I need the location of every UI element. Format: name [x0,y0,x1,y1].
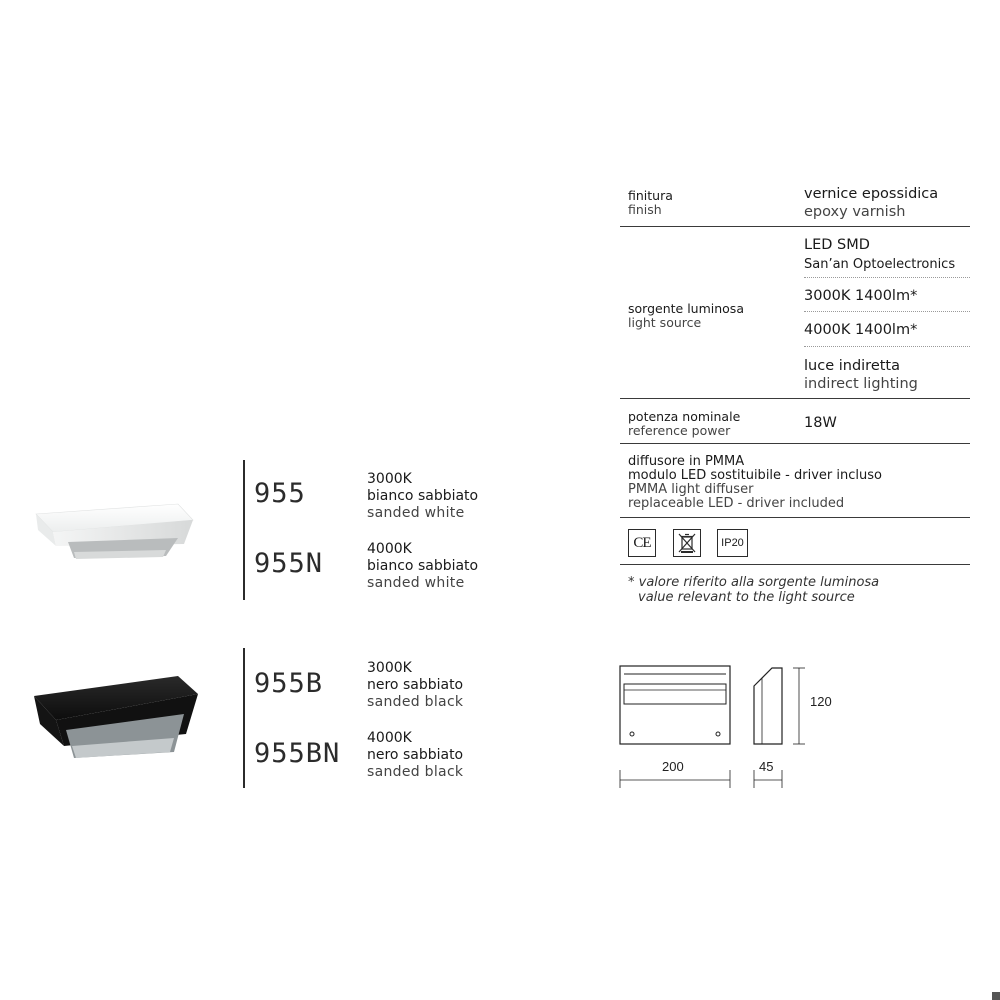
spec-value-led [804,236,870,254]
ip20-rating-badge: IP20 [717,529,748,557]
spec-label-light-source [628,302,744,330]
dimension-depth: 45 [759,759,774,774]
variant-finish-en: sanded white [367,505,465,521]
spec-value-en: epoxy varnish [804,204,906,220]
weee-bin-icon [673,529,701,557]
dimension-width: 200 [662,759,684,774]
diffuser-block [628,455,882,511]
variant-cct: 4000K [367,541,412,557]
spec-row-divider [620,226,970,227]
diffuser-line: PMMA light diffuser [628,482,754,497]
diffuser-line: diffusore in PMMA [628,454,745,469]
diffuser-line: modulo LED sostituibile - driver incluso [628,468,882,483]
spec-row-divider [620,443,970,444]
diffuser-line: replaceable LED - driver included [628,496,845,511]
page-corner-mark [992,992,1000,1000]
spec-label-en: light source [628,315,702,330]
lumen-option: 3000K 1400lm* [804,288,918,304]
spec-label-en: reference power [628,423,731,438]
lighting-en: indirect lighting [804,376,918,392]
spec-label-it: potenza nominale [628,409,741,424]
footnote-en: value relevant to the light source [638,590,855,605]
power-value: 18W [804,415,837,431]
white-lamp-image [28,500,198,570]
spec-value-option-3000k [804,287,917,305]
spec-label-power [628,410,740,438]
lumen-option: 4000K 1400lm* [804,322,918,338]
variant-finish-it: nero sabbiato [367,677,464,693]
lighting-it: luce indiretta [804,358,900,374]
spec-subdivider [804,277,970,278]
product-variant [367,471,478,522]
ce-mark-icon: CE [628,529,656,557]
spec-value-power [804,414,837,432]
variant-cct: 3000K [367,660,412,676]
dimension-height: 120 [810,694,832,709]
product-code: 955 [254,478,306,509]
variant-finish-it: nero sabbiato [367,747,464,763]
spec-row-divider [620,517,970,518]
variant-finish-en: sanded black [367,764,464,780]
variant-finish-it: bianco sabbiato [367,558,479,574]
footnote [628,575,879,605]
product-code: 955BN [254,738,341,769]
product-variant [367,660,463,711]
variant-finish-en: sanded white [367,575,465,591]
spec-row-divider [620,564,970,565]
spec-label-it: finitura [628,188,673,203]
variant-cct: 4000K [367,730,412,746]
dimension-drawing [612,660,842,790]
variant-cct: 3000K [367,471,412,487]
spec-label-en: finish [628,202,662,217]
spec-value-option-4000k [804,321,917,339]
spec-subdivider [804,311,970,312]
product-variant [367,730,463,781]
group-divider-white [243,460,245,600]
variant-finish-it: bianco sabbiato [367,488,479,504]
product-variant [367,541,478,592]
footnote-it: * valore riferito alla sorgente luminosa [628,575,880,590]
black-lamp-image [28,668,200,766]
spec-value-finish [804,185,938,221]
spec-value-it: vernice epossidica [804,186,939,202]
led-maker: San’an Optoelectronics [804,257,956,272]
group-divider-black [243,648,245,788]
product-code: 955B [254,668,324,699]
spec-value-maker [804,256,955,274]
spec-label-it: sorgente luminosa [628,301,744,316]
spec-row-divider [620,398,970,399]
spec-value-lighting [804,357,918,393]
spec-label-finish [628,189,673,217]
spec-subdivider [804,346,970,347]
led-type: LED SMD [804,237,870,253]
variant-finish-en: sanded black [367,694,464,710]
product-code: 955N [254,548,324,579]
